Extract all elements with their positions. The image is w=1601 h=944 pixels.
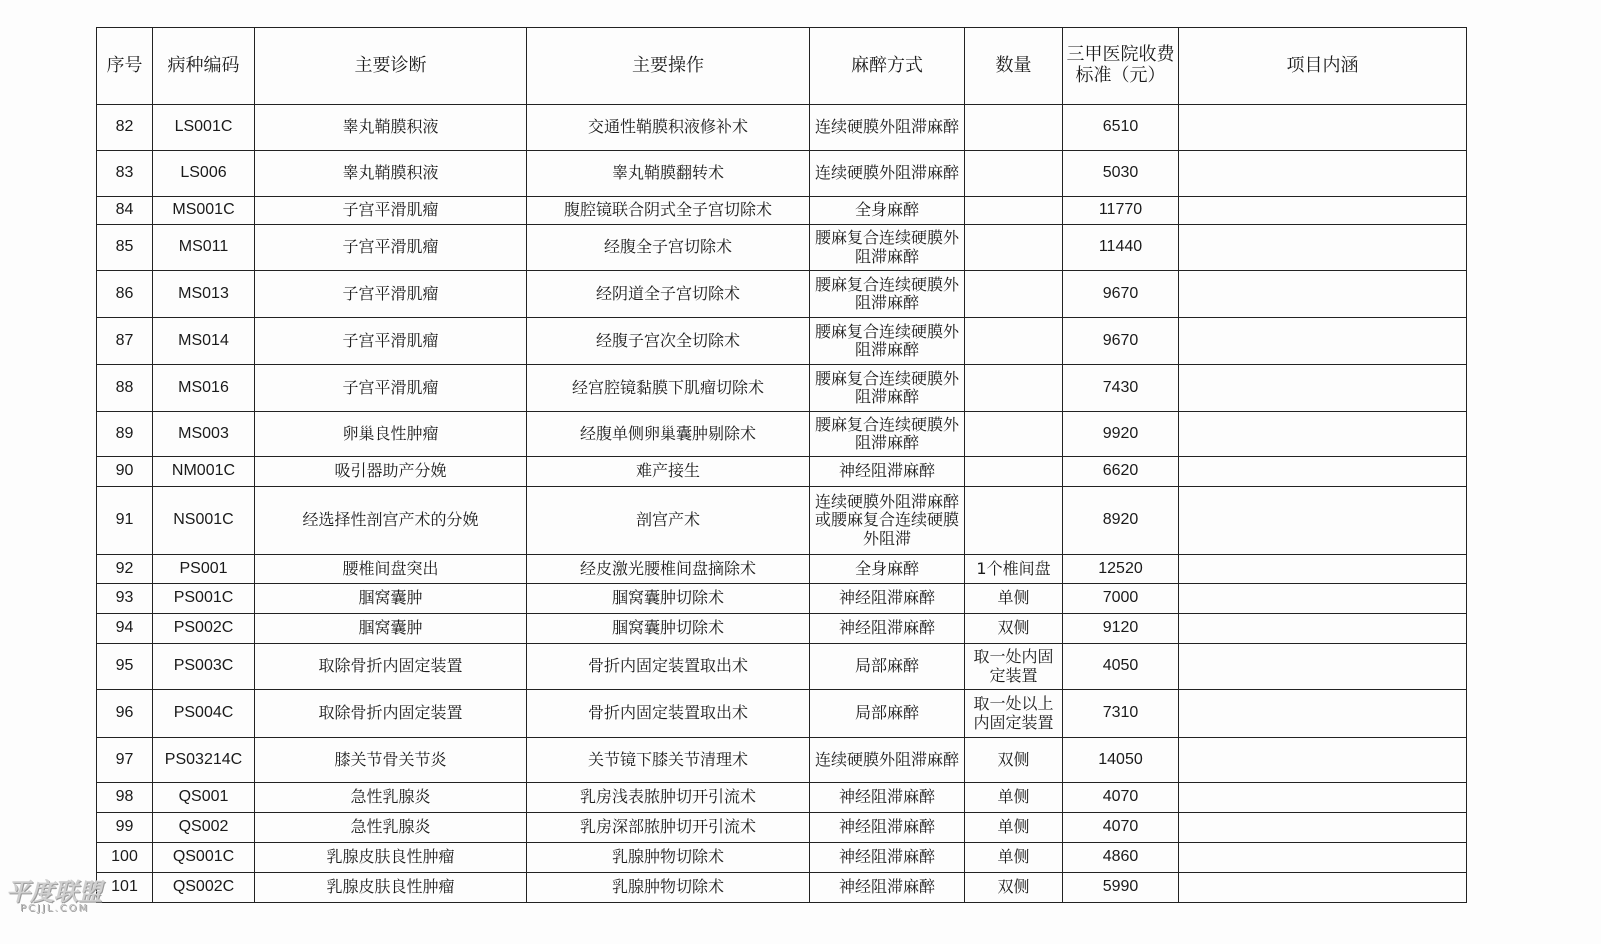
cell-quantity: 1个椎间盘 bbox=[965, 555, 1063, 584]
cell-diagnosis: 腘窝囊肿 bbox=[255, 584, 527, 614]
cell-content bbox=[1179, 487, 1467, 555]
cell-anesthesia: 神经阻滞麻醉 bbox=[810, 873, 965, 903]
cell-operation: 经腹子宫次全切除术 bbox=[527, 318, 810, 365]
cell-fee: 9920 bbox=[1063, 412, 1179, 457]
cell-seq: 88 bbox=[97, 365, 153, 412]
cell-quantity: 单侧 bbox=[965, 584, 1063, 614]
cell-code: QS001 bbox=[153, 783, 255, 813]
cell-content bbox=[1179, 690, 1467, 738]
cell-seq: 87 bbox=[97, 318, 153, 365]
watermark-main: 平度联盟 bbox=[6, 878, 102, 906]
header-content: 项目内涵 bbox=[1179, 28, 1467, 105]
cell-seq: 85 bbox=[97, 225, 153, 271]
table-row bbox=[97, 225, 1467, 271]
cell-fee: 4070 bbox=[1063, 813, 1179, 843]
table-row bbox=[97, 738, 1467, 783]
cell-anesthesia: 全身麻醉 bbox=[810, 197, 965, 225]
cell-diagnosis: 经选择性剖宫产术的分娩 bbox=[255, 487, 527, 555]
table-row bbox=[97, 873, 1467, 903]
cell-code: NM001C bbox=[153, 457, 255, 487]
cell-anesthesia: 腰麻复合连续硬膜外阻滞麻醉 bbox=[810, 318, 965, 365]
cell-seq: 82 bbox=[97, 105, 153, 151]
cell-content bbox=[1179, 614, 1467, 644]
cell-quantity: 双侧 bbox=[965, 614, 1063, 644]
cell-operation: 关节镜下膝关节清理术 bbox=[527, 738, 810, 783]
cell-seq: 98 bbox=[97, 783, 153, 813]
cell-seq: 90 bbox=[97, 457, 153, 487]
cell-quantity bbox=[965, 105, 1063, 151]
cell-operation: 睾丸鞘膜翻转术 bbox=[527, 151, 810, 197]
cell-seq: 91 bbox=[97, 487, 153, 555]
cell-fee: 14050 bbox=[1063, 738, 1179, 783]
cell-content bbox=[1179, 457, 1467, 487]
cell-anesthesia: 连续硬膜外阻滞麻醉 bbox=[810, 151, 965, 197]
cell-diagnosis: 急性乳腺炎 bbox=[255, 783, 527, 813]
cell-code: MS001C bbox=[153, 197, 255, 225]
cell-operation: 经腹单侧卵巢囊肿剔除术 bbox=[527, 412, 810, 457]
table-row bbox=[97, 614, 1467, 644]
table-header-row bbox=[97, 28, 1467, 105]
cell-fee: 9120 bbox=[1063, 614, 1179, 644]
cell-fee: 5030 bbox=[1063, 151, 1179, 197]
cell-quantity: 单侧 bbox=[965, 843, 1063, 873]
cell-fee: 5990 bbox=[1063, 873, 1179, 903]
table-row bbox=[97, 783, 1467, 813]
cell-operation: 腘窝囊肿切除术 bbox=[527, 584, 810, 614]
cell-anesthesia: 神经阻滞麻醉 bbox=[810, 843, 965, 873]
table-row bbox=[97, 813, 1467, 843]
table-row bbox=[97, 318, 1467, 365]
cell-operation: 经阴道全子宫切除术 bbox=[527, 271, 810, 318]
cell-fee: 8920 bbox=[1063, 487, 1179, 555]
cell-quantity: 双侧 bbox=[965, 873, 1063, 903]
cell-anesthesia: 腰麻复合连续硬膜外阻滞麻醉 bbox=[810, 365, 965, 412]
cell-seq: 86 bbox=[97, 271, 153, 318]
cell-code: QS002 bbox=[153, 813, 255, 843]
cell-fee: 4070 bbox=[1063, 783, 1179, 813]
cell-diagnosis: 子宫平滑肌瘤 bbox=[255, 318, 527, 365]
cell-anesthesia: 连续硬膜外阻滞麻醉 bbox=[810, 738, 965, 783]
cell-anesthesia: 神经阻滞麻醉 bbox=[810, 783, 965, 813]
cell-seq: 96 bbox=[97, 690, 153, 738]
table-row bbox=[97, 105, 1467, 151]
cell-code: LS006 bbox=[153, 151, 255, 197]
cell-content bbox=[1179, 813, 1467, 843]
table-row bbox=[97, 487, 1467, 555]
cell-code: MS014 bbox=[153, 318, 255, 365]
header-fee: 三甲医院收费标准（元） bbox=[1063, 28, 1179, 105]
cell-seq: 95 bbox=[97, 644, 153, 690]
table-row bbox=[97, 584, 1467, 614]
cell-quantity bbox=[965, 365, 1063, 412]
cell-code: MS011 bbox=[153, 225, 255, 271]
cell-content bbox=[1179, 555, 1467, 584]
site-watermark bbox=[6, 880, 102, 914]
cell-operation: 腹腔镜联合阴式全子宫切除术 bbox=[527, 197, 810, 225]
table-body bbox=[97, 105, 1467, 903]
cell-anesthesia: 神经阻滞麻醉 bbox=[810, 584, 965, 614]
cell-content bbox=[1179, 783, 1467, 813]
cell-code: LS001C bbox=[153, 105, 255, 151]
cell-seq: 92 bbox=[97, 555, 153, 584]
cell-quantity: 单侧 bbox=[965, 783, 1063, 813]
cell-operation: 乳腺肿物切除术 bbox=[527, 873, 810, 903]
cell-anesthesia: 腰麻复合连续硬膜外阻滞麻醉 bbox=[810, 271, 965, 318]
table-row bbox=[97, 555, 1467, 584]
cell-content bbox=[1179, 873, 1467, 903]
cell-code: NS001C bbox=[153, 487, 255, 555]
cell-code: PS002C bbox=[153, 614, 255, 644]
cell-operation: 经宫腔镜黏膜下肌瘤切除术 bbox=[527, 365, 810, 412]
cell-quantity: 取一处内固定装置 bbox=[965, 644, 1063, 690]
cell-quantity bbox=[965, 457, 1063, 487]
cell-diagnosis: 睾丸鞘膜积液 bbox=[255, 151, 527, 197]
cell-seq: 89 bbox=[97, 412, 153, 457]
table-row bbox=[97, 151, 1467, 197]
cell-anesthesia: 神经阻滞麻醉 bbox=[810, 614, 965, 644]
cell-diagnosis: 取除骨折内固定装置 bbox=[255, 644, 527, 690]
cell-fee: 11440 bbox=[1063, 225, 1179, 271]
cell-seq: 100 bbox=[97, 843, 153, 873]
cell-seq: 84 bbox=[97, 197, 153, 225]
cell-code: PS001C bbox=[153, 584, 255, 614]
cell-diagnosis: 子宫平滑肌瘤 bbox=[255, 365, 527, 412]
cell-fee: 7000 bbox=[1063, 584, 1179, 614]
table-row bbox=[97, 843, 1467, 873]
cell-quantity bbox=[965, 197, 1063, 225]
cell-anesthesia: 神经阻滞麻醉 bbox=[810, 813, 965, 843]
cell-code: MS013 bbox=[153, 271, 255, 318]
cell-diagnosis: 子宫平滑肌瘤 bbox=[255, 225, 527, 271]
table-row bbox=[97, 644, 1467, 690]
cell-operation: 乳房深部脓肿切开引流术 bbox=[527, 813, 810, 843]
cell-diagnosis: 取除骨折内固定装置 bbox=[255, 690, 527, 738]
cell-fee: 11770 bbox=[1063, 197, 1179, 225]
cell-fee: 9670 bbox=[1063, 271, 1179, 318]
cell-fee: 7430 bbox=[1063, 365, 1179, 412]
cell-content bbox=[1179, 738, 1467, 783]
cell-code: PS03214C bbox=[153, 738, 255, 783]
cell-code: PS003C bbox=[153, 644, 255, 690]
cell-operation: 难产接生 bbox=[527, 457, 810, 487]
cell-diagnosis: 乳腺皮肤良性肿瘤 bbox=[255, 843, 527, 873]
cell-fee: 4050 bbox=[1063, 644, 1179, 690]
cell-diagnosis: 卵巢良性肿瘤 bbox=[255, 412, 527, 457]
cell-seq: 94 bbox=[97, 614, 153, 644]
cell-content bbox=[1179, 412, 1467, 457]
cell-diagnosis: 子宫平滑肌瘤 bbox=[255, 271, 527, 318]
cell-anesthesia: 局部麻醉 bbox=[810, 644, 965, 690]
cell-code: MS003 bbox=[153, 412, 255, 457]
cell-content bbox=[1179, 843, 1467, 873]
cell-diagnosis: 腘窝囊肿 bbox=[255, 614, 527, 644]
cell-content bbox=[1179, 365, 1467, 412]
table-row bbox=[97, 271, 1467, 318]
cell-code: PS004C bbox=[153, 690, 255, 738]
cell-seq: 83 bbox=[97, 151, 153, 197]
header-operation: 主要操作 bbox=[527, 28, 810, 105]
cell-anesthesia: 腰麻复合连续硬膜外阻滞麻醉 bbox=[810, 225, 965, 271]
cell-fee: 6510 bbox=[1063, 105, 1179, 151]
cell-quantity bbox=[965, 151, 1063, 197]
cell-seq: 93 bbox=[97, 584, 153, 614]
cell-quantity: 取一处以上内固定装置 bbox=[965, 690, 1063, 738]
cell-seq: 101 bbox=[97, 873, 153, 903]
cell-quantity bbox=[965, 487, 1063, 555]
header-seq: 序号 bbox=[97, 28, 153, 105]
cell-operation: 骨折内固定装置取出术 bbox=[527, 690, 810, 738]
cell-fee: 4860 bbox=[1063, 843, 1179, 873]
cell-content bbox=[1179, 105, 1467, 151]
cell-content bbox=[1179, 644, 1467, 690]
cell-code: PS001 bbox=[153, 555, 255, 584]
cell-diagnosis: 乳腺皮肤良性肿瘤 bbox=[255, 873, 527, 903]
cell-operation: 乳房浅表脓肿切开引流术 bbox=[527, 783, 810, 813]
cell-operation: 交通性鞘膜积液修补术 bbox=[527, 105, 810, 151]
cell-code: QS002C bbox=[153, 873, 255, 903]
cell-anesthesia: 局部麻醉 bbox=[810, 690, 965, 738]
cell-code: MS016 bbox=[153, 365, 255, 412]
cell-operation: 腘窝囊肿切除术 bbox=[527, 614, 810, 644]
cell-seq: 99 bbox=[97, 813, 153, 843]
cell-code: QS001C bbox=[153, 843, 255, 873]
cell-anesthesia: 神经阻滞麻醉 bbox=[810, 457, 965, 487]
cell-operation: 经皮激光腰椎间盘摘除术 bbox=[527, 555, 810, 584]
cell-fee: 9670 bbox=[1063, 318, 1179, 365]
cell-quantity bbox=[965, 271, 1063, 318]
cell-quantity bbox=[965, 225, 1063, 271]
cell-quantity bbox=[965, 318, 1063, 365]
table-row bbox=[97, 412, 1467, 457]
cell-anesthesia: 连续硬膜外阻滞麻醉 bbox=[810, 105, 965, 151]
cell-seq: 97 bbox=[97, 738, 153, 783]
cell-content bbox=[1179, 151, 1467, 197]
table-row bbox=[97, 690, 1467, 738]
cell-fee: 6620 bbox=[1063, 457, 1179, 487]
cell-content bbox=[1179, 271, 1467, 318]
cell-diagnosis: 急性乳腺炎 bbox=[255, 813, 527, 843]
header-quantity: 数量 bbox=[965, 28, 1063, 105]
cell-quantity: 单侧 bbox=[965, 813, 1063, 843]
cell-quantity bbox=[965, 412, 1063, 457]
cell-operation: 经腹全子宫切除术 bbox=[527, 225, 810, 271]
cell-content bbox=[1179, 318, 1467, 365]
cell-quantity: 双侧 bbox=[965, 738, 1063, 783]
cell-operation: 剖宫产术 bbox=[527, 487, 810, 555]
cell-operation: 骨折内固定装置取出术 bbox=[527, 644, 810, 690]
cell-diagnosis: 膝关节骨关节炎 bbox=[255, 738, 527, 783]
cell-diagnosis: 睾丸鞘膜积液 bbox=[255, 105, 527, 151]
cell-anesthesia: 腰麻复合连续硬膜外阻滞麻醉 bbox=[810, 412, 965, 457]
table-row bbox=[97, 197, 1467, 225]
header-diagnosis: 主要诊断 bbox=[255, 28, 527, 105]
cell-content bbox=[1179, 225, 1467, 271]
cell-fee: 7310 bbox=[1063, 690, 1179, 738]
header-code: 病种编码 bbox=[153, 28, 255, 105]
watermark-sub: PCJJL.COM bbox=[20, 903, 90, 914]
table-row bbox=[97, 457, 1467, 487]
cell-diagnosis: 吸引器助产分娩 bbox=[255, 457, 527, 487]
cell-fee: 12520 bbox=[1063, 555, 1179, 584]
header-anesthesia: 麻醉方式 bbox=[810, 28, 965, 105]
cell-anesthesia: 连续硬膜外阻滞麻醉或腰麻复合连续硬膜外阻滞 bbox=[810, 487, 965, 555]
fee-standard-table bbox=[96, 27, 1467, 903]
cell-content bbox=[1179, 197, 1467, 225]
cell-operation: 乳腺肿物切除术 bbox=[527, 843, 810, 873]
cell-anesthesia: 全身麻醉 bbox=[810, 555, 965, 584]
cell-diagnosis: 腰椎间盘突出 bbox=[255, 555, 527, 584]
cell-diagnosis: 子宫平滑肌瘤 bbox=[255, 197, 527, 225]
cell-content bbox=[1179, 584, 1467, 614]
table-row bbox=[97, 365, 1467, 412]
